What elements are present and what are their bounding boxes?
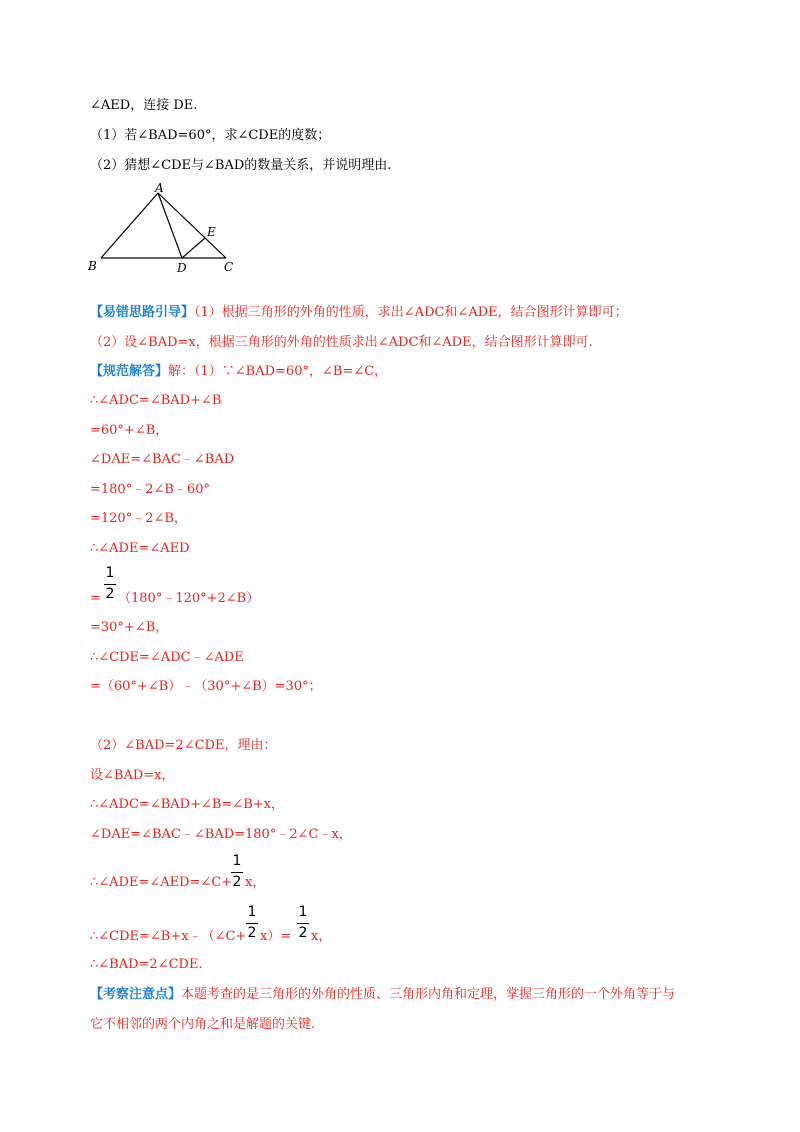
part2-line-5b: x）= bbox=[260, 929, 292, 944]
label-a: A bbox=[155, 181, 164, 195]
fraction-4-den: 2 bbox=[298, 925, 308, 941]
solution-line-3: ∠DAE=∠BAC﹣∠BAD bbox=[90, 452, 235, 467]
solution-line-10: =（60°+∠B）﹣（30°+∠B）=30°； bbox=[90, 679, 322, 694]
hint-line-1: 【易错思路引导】（1）根据三角形的外角的性质，求出∠ADC和∠ADE，结合图形计算即可； bbox=[90, 305, 628, 320]
part2-line-1: 设∠BAD=x， bbox=[90, 768, 175, 783]
label-e: E bbox=[207, 225, 216, 239]
solution-line-0: 【规范解答】解：（1）∵∠BAD=60°，∠B=∠C， bbox=[90, 364, 388, 379]
fraction-3-num: 1 bbox=[247, 904, 257, 920]
part2-line-0: （2）∠BAD=2∠CDE，理由： bbox=[90, 738, 277, 753]
part2-line-5a: ∴∠CDE=∠B+x﹣（∠C+ bbox=[90, 929, 247, 944]
note-tag: 【考察注意点】 bbox=[90, 987, 182, 1002]
label-d: D bbox=[177, 261, 187, 275]
solution-line-1: ∴∠ADC=∠BAD+∠B bbox=[90, 393, 222, 408]
part2-line-4b: x， bbox=[245, 875, 266, 890]
fraction-3-den: 2 bbox=[247, 925, 257, 941]
segment-ac bbox=[158, 193, 226, 258]
segment-ad bbox=[158, 193, 182, 258]
fraction-4-num: 1 bbox=[298, 904, 308, 920]
note-line-1: 【考察注意点】本题考查的是三角形的外角的性质、三角形内角和定理，掌握三角形的一个外角等于与 bbox=[90, 987, 676, 1002]
fraction-1-num: 1 bbox=[105, 565, 115, 581]
part2-line-3: ∠DAE=∠BAC﹣∠BAD=180°﹣2∠C﹣x， bbox=[90, 827, 352, 842]
part2-line-6: ∴∠BAD=2∠CDE. bbox=[90, 957, 203, 972]
fraction-2-bar bbox=[231, 872, 243, 873]
hint-line-2: （2）设∠BAD=x，根据三角形的外角的性质求出∠ADC和∠ADE，结合图形计算即可. bbox=[90, 335, 593, 350]
question-2: （2）猜想∠CDE与∠BAD的数量关系，并说明理由. bbox=[90, 158, 392, 173]
hint-tag: 【易错思路引导】 bbox=[90, 305, 195, 320]
fraction-1-den: 2 bbox=[105, 586, 115, 602]
solution-line-6: ∴∠ADE=∠AED bbox=[90, 541, 190, 556]
segment-ab bbox=[101, 193, 158, 258]
part2-line-5c: x， bbox=[311, 929, 332, 944]
label-c: C bbox=[224, 260, 234, 274]
solution-line-8: =30°+∠B， bbox=[90, 620, 169, 635]
fraction-3-bar bbox=[246, 923, 258, 924]
fraction-2-den: 2 bbox=[232, 874, 242, 890]
solution-line-5: =120°﹣2∠B， bbox=[90, 511, 187, 526]
triangle-figure bbox=[85, 180, 245, 275]
problem-line-1: ∠AED，连接 DE. bbox=[90, 98, 198, 113]
part2-line-4a: ∴∠ADE=∠AED=∠C+ bbox=[90, 875, 233, 890]
label-b: B bbox=[88, 259, 97, 273]
solution-line-4: =180°﹣2∠B﹣60° bbox=[90, 482, 210, 497]
note-line-2: 它不相邻的两个内角之和是解题的关键. bbox=[90, 1017, 316, 1032]
fraction-4-bar bbox=[297, 923, 309, 924]
solution-line-7: （180°﹣120°+2∠B） bbox=[118, 591, 260, 606]
fraction-1-bar bbox=[104, 584, 116, 585]
solution-tag: 【规范解答】 bbox=[90, 364, 169, 379]
question-1: （1）若∠BAD=60°，求∠CDE的度数； bbox=[90, 128, 331, 143]
part2-line-2: ∴∠ADC=∠BAD+∠B=∠B+x， bbox=[90, 797, 284, 812]
fraction-2-num: 1 bbox=[232, 853, 242, 869]
solution-line-2: =60°+∠B， bbox=[90, 423, 169, 438]
solution-line-9: ∴∠CDE=∠ADC﹣∠ADE bbox=[90, 650, 244, 665]
solution-line-7-eq: = bbox=[90, 591, 101, 606]
segment-de bbox=[182, 238, 205, 258]
